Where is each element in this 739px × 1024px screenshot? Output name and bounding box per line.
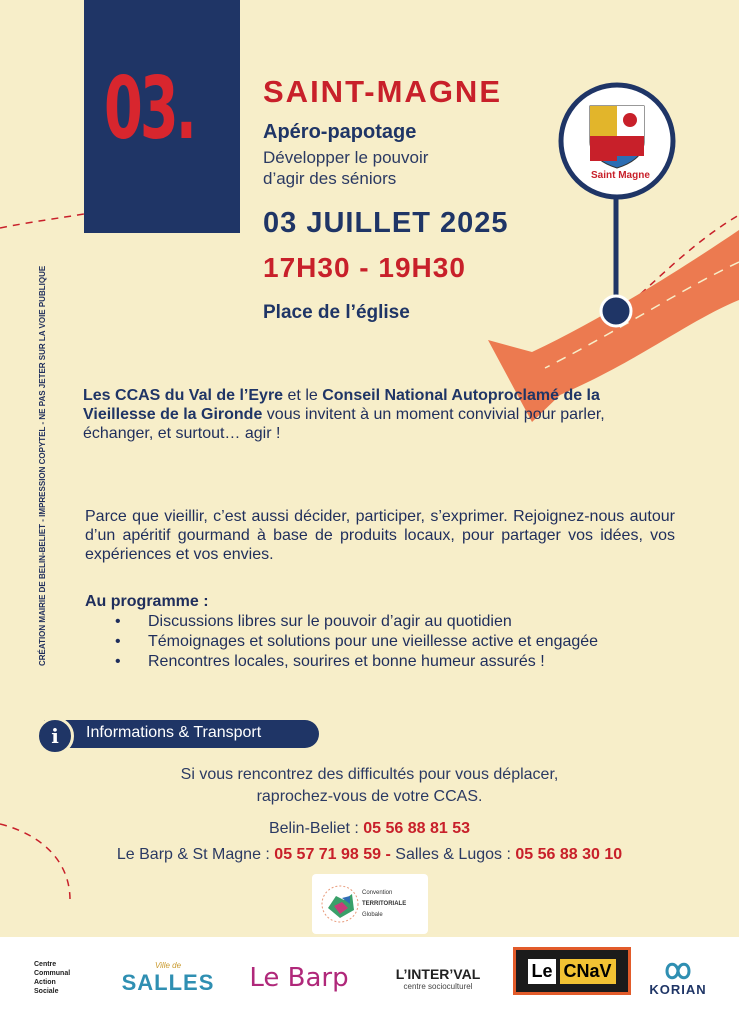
programme-list (115, 612, 680, 672)
korian-logo: KORIAN (642, 953, 714, 1003)
event-title: Apéro-papotage (263, 121, 417, 143)
transport-hint: Si vous rencontrez des difficultés pour vous déplacer, raprochez-vous de votre CCAS. (180, 766, 559, 805)
vertical-credit: CRÉATION MAIRIE DE BELIN-BELIET - IMPRESSION COPYTEL - NE PAS JETER SUR LA VOIE PUBLIQUE (38, 265, 47, 666)
info-icon: i (36, 717, 74, 755)
korian-icon (663, 960, 693, 982)
event-city: SAINT-MAGNE (263, 74, 502, 109)
convention-logo: Convention TERRITORIALE Globale (312, 874, 428, 934)
programme-title: Au programme : (85, 593, 209, 610)
list-item: • Discussions libres sur le pouvoir d’agir au quotidien (115, 613, 512, 630)
phone-salles[interactable]: 05 56 88 30 10 (515, 846, 623, 863)
list-item: • Témoignages et solutions pour une vieillesse active et engagée (115, 633, 599, 650)
event-subtitle: Développer le pouvoir d’agir des séniors (263, 148, 429, 188)
event-date: 03 JUILLET 2025 (263, 207, 509, 239)
badge-label: Saint Magne (591, 170, 650, 181)
contact-belin: Belin-Beliet : 05 56 88 81 53 (268, 820, 471, 837)
intro-paragraph: Les CCAS du Val de l’Eyre et le Conseil National Autoproclamé de la Vieillesse de la Gironde vous invitent à un moment convivial pour parler, échanger, et surtout… agir ! (83, 387, 605, 442)
partner-logos (0, 937, 739, 1024)
event-number: 03. (104, 59, 195, 159)
convention-emblem-icon (320, 882, 360, 926)
intro-org2: Conseil National Autoproclamé de la Vieillesse de la Gironde (83, 387, 600, 423)
ccas-logo: Centre Communal Action Sociale (34, 961, 71, 995)
phone-belin[interactable]: 05 56 88 81 53 (363, 820, 471, 837)
event-place: Place de l’église (263, 302, 410, 323)
contact-barp-salles: Le Barp & St Magne : 05 57 71 98 59 - Salles & Lugos : 05 56 88 30 10 (116, 846, 623, 863)
salles-logo: Ville de SALLES (121, 960, 215, 995)
lebarp-logo: Le Barp (249, 963, 349, 993)
body-paragraph: Parce que vieillir, c’est aussi décider, participer, s’exprimer. Rejoignez-nous autour d’un apéritif gourmand à base de produits locaux, pour partager vos idées, vos expériences et vos envies. (85, 508, 675, 563)
interval-logo: L’INTER’VAL centre socioculturel (395, 965, 481, 991)
dashed-line-left (0, 214, 84, 228)
list-item: • Rencontres locales, sourires et bonne humeur assurés ! (115, 653, 545, 670)
cnav-logo: Le CNaV (513, 947, 631, 995)
info-label: Informations & Transport (86, 724, 262, 741)
event-time: 17H30 - 19H30 (263, 252, 466, 283)
phone-barp[interactable]: 05 57 71 98 59 - (274, 846, 396, 863)
intro-org1: Les CCAS du Val de l’Eyre (83, 387, 284, 404)
